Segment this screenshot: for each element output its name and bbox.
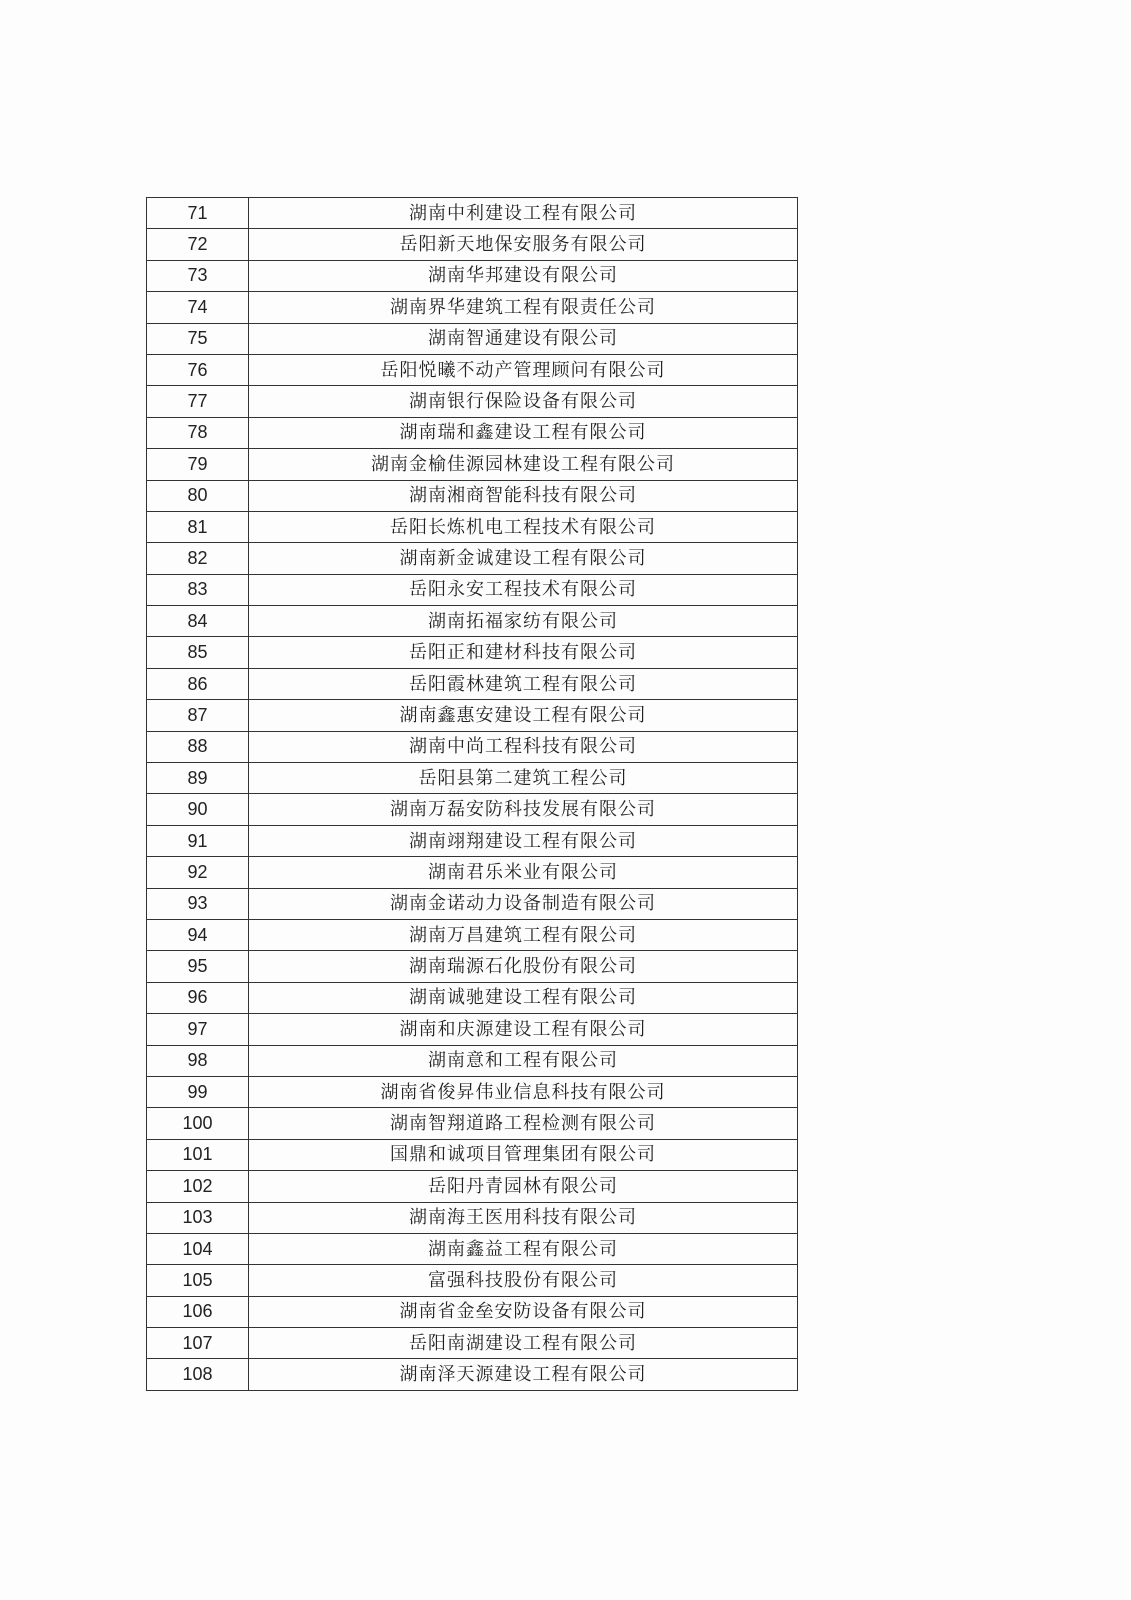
table-row xyxy=(147,292,798,323)
table-row xyxy=(147,1139,798,1170)
row-number-cell: 76 xyxy=(147,354,249,385)
company-name-cell: 湖南瑞和鑫建设工程有限公司 xyxy=(249,417,798,448)
row-number-cell: 95 xyxy=(147,951,249,982)
table-row xyxy=(147,260,798,291)
company-name-cell: 湖南君乐米业有限公司 xyxy=(249,857,798,888)
table-row xyxy=(147,229,798,260)
company-name-cell: 湖南湘商智能科技有限公司 xyxy=(249,480,798,511)
table-row xyxy=(147,1328,798,1359)
table-row xyxy=(147,637,798,668)
table-row xyxy=(147,198,798,229)
company-name-cell: 岳阳南湖建设工程有限公司 xyxy=(249,1328,798,1359)
company-name-cell: 湖南瑞源石化股份有限公司 xyxy=(249,951,798,982)
row-number-cell: 97 xyxy=(147,1014,249,1045)
row-number-cell: 96 xyxy=(147,982,249,1013)
table-row xyxy=(147,323,798,354)
table-row xyxy=(147,574,798,605)
row-number-cell: 102 xyxy=(147,1171,249,1202)
row-number-cell: 106 xyxy=(147,1296,249,1327)
table-row xyxy=(147,1108,798,1139)
company-name-cell: 富强科技股份有限公司 xyxy=(249,1265,798,1296)
table-row xyxy=(147,606,798,637)
row-number-cell: 98 xyxy=(147,1045,249,1076)
table-row xyxy=(147,731,798,762)
company-name-cell: 湖南和庆源建设工程有限公司 xyxy=(249,1014,798,1045)
row-number-cell: 88 xyxy=(147,731,249,762)
table-row xyxy=(147,449,798,480)
table-row xyxy=(147,1045,798,1076)
company-name-cell: 湖南鑫益工程有限公司 xyxy=(249,1233,798,1264)
row-number-cell: 71 xyxy=(147,198,249,229)
row-number-cell: 105 xyxy=(147,1265,249,1296)
company-name-cell: 湖南中尚工程科技有限公司 xyxy=(249,731,798,762)
company-name-cell: 岳阳悦曦不动产管理顾问有限公司 xyxy=(249,354,798,385)
company-name-cell: 岳阳县第二建筑工程公司 xyxy=(249,763,798,794)
company-name-cell: 湖南省金垒安防设备有限公司 xyxy=(249,1296,798,1327)
table-row xyxy=(147,1014,798,1045)
company-name-cell: 湖南华邦建设有限公司 xyxy=(249,260,798,291)
row-number-cell: 107 xyxy=(147,1328,249,1359)
table-row xyxy=(147,1202,798,1233)
row-number-cell: 108 xyxy=(147,1359,249,1390)
row-number-cell: 91 xyxy=(147,825,249,856)
company-name-cell: 湖南鑫惠安建设工程有限公司 xyxy=(249,700,798,731)
table-row xyxy=(147,763,798,794)
company-name-cell: 岳阳霞林建筑工程有限公司 xyxy=(249,668,798,699)
table-row xyxy=(147,1171,798,1202)
company-name-cell: 湖南中利建设工程有限公司 xyxy=(249,198,798,229)
row-number-cell: 77 xyxy=(147,386,249,417)
row-number-cell: 74 xyxy=(147,292,249,323)
company-name-cell: 湖南翊翔建设工程有限公司 xyxy=(249,825,798,856)
row-number-cell: 72 xyxy=(147,229,249,260)
company-name-cell: 岳阳新天地保安服务有限公司 xyxy=(249,229,798,260)
row-number-cell: 93 xyxy=(147,888,249,919)
table-row xyxy=(147,1076,798,1107)
company-name-cell: 岳阳丹青园林有限公司 xyxy=(249,1171,798,1202)
table-row xyxy=(147,1233,798,1264)
company-name-cell: 岳阳长炼机电工程技术有限公司 xyxy=(249,511,798,542)
table-row xyxy=(147,888,798,919)
company-name-cell: 岳阳正和建材科技有限公司 xyxy=(249,637,798,668)
table-row xyxy=(147,857,798,888)
table-row xyxy=(147,1359,798,1390)
row-number-cell: 94 xyxy=(147,919,249,950)
company-name-cell: 湖南拓福家纺有限公司 xyxy=(249,606,798,637)
table-row xyxy=(147,668,798,699)
company-name-cell: 湖南海王医用科技有限公司 xyxy=(249,1202,798,1233)
company-name-cell: 湖南新金诚建设工程有限公司 xyxy=(249,543,798,574)
row-number-cell: 80 xyxy=(147,480,249,511)
row-number-cell: 87 xyxy=(147,700,249,731)
company-name-cell: 湖南银行保险设备有限公司 xyxy=(249,386,798,417)
company-name-cell: 湖南金榆佳源园林建设工程有限公司 xyxy=(249,449,798,480)
table-row xyxy=(147,700,798,731)
row-number-cell: 90 xyxy=(147,794,249,825)
table-row xyxy=(147,1265,798,1296)
company-name-cell: 湖南界华建筑工程有限责任公司 xyxy=(249,292,798,323)
company-name-cell: 湖南智通建设有限公司 xyxy=(249,323,798,354)
table-row xyxy=(147,919,798,950)
row-number-cell: 92 xyxy=(147,857,249,888)
row-number-cell: 83 xyxy=(147,574,249,605)
company-table xyxy=(146,197,798,1391)
company-name-cell: 湖南意和工程有限公司 xyxy=(249,1045,798,1076)
table-row xyxy=(147,386,798,417)
company-name-cell: 湖南金诺动力设备制造有限公司 xyxy=(249,888,798,919)
row-number-cell: 101 xyxy=(147,1139,249,1170)
company-table-body xyxy=(147,198,798,1391)
row-number-cell: 73 xyxy=(147,260,249,291)
table-row xyxy=(147,825,798,856)
table-row xyxy=(147,951,798,982)
table-row xyxy=(147,543,798,574)
table-row xyxy=(147,354,798,385)
row-number-cell: 103 xyxy=(147,1202,249,1233)
row-number-cell: 75 xyxy=(147,323,249,354)
row-number-cell: 82 xyxy=(147,543,249,574)
table-row xyxy=(147,417,798,448)
company-name-cell: 湖南智翔道路工程检测有限公司 xyxy=(249,1108,798,1139)
row-number-cell: 85 xyxy=(147,637,249,668)
table-row xyxy=(147,1296,798,1327)
company-name-cell: 湖南泽天源建设工程有限公司 xyxy=(249,1359,798,1390)
company-name-cell: 湖南省俊昇伟业信息科技有限公司 xyxy=(249,1076,798,1107)
company-name-cell: 湖南万昌建筑工程有限公司 xyxy=(249,919,798,950)
row-number-cell: 79 xyxy=(147,449,249,480)
row-number-cell: 100 xyxy=(147,1108,249,1139)
company-name-cell: 岳阳永安工程技术有限公司 xyxy=(249,574,798,605)
table-row xyxy=(147,511,798,542)
table-row xyxy=(147,480,798,511)
row-number-cell: 104 xyxy=(147,1233,249,1264)
row-number-cell: 89 xyxy=(147,763,249,794)
row-number-cell: 81 xyxy=(147,511,249,542)
row-number-cell: 78 xyxy=(147,417,249,448)
company-name-cell: 湖南万磊安防科技发展有限公司 xyxy=(249,794,798,825)
row-number-cell: 86 xyxy=(147,668,249,699)
table-row xyxy=(147,982,798,1013)
company-name-cell: 湖南诚驰建设工程有限公司 xyxy=(249,982,798,1013)
table-row xyxy=(147,794,798,825)
row-number-cell: 84 xyxy=(147,606,249,637)
company-name-cell: 国鼎和诚项目管理集团有限公司 xyxy=(249,1139,798,1170)
row-number-cell: 99 xyxy=(147,1076,249,1107)
